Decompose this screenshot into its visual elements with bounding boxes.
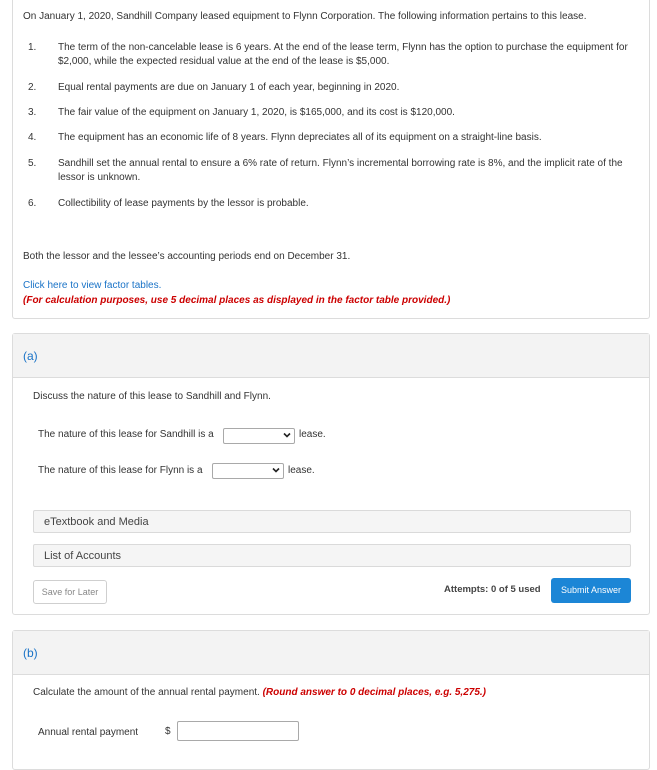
item-text: The term of the non-cancelable lease is 6 years. At the end of the lease term, Flynn has the option to purchase the equipment for $2,000, while the expected residual value at the end of the lease is $5,000. <box>58 42 628 67</box>
part-a-header <box>13 334 649 378</box>
list-item <box>23 197 635 211</box>
part-a-prompt: Discuss the nature of this lease to Sandhill and Flynn. <box>33 391 271 402</box>
list-item <box>23 81 635 106</box>
item-number: 3. <box>28 107 37 118</box>
submit-answer-button[interactable]: Submit Answer <box>551 578 631 603</box>
factor-table-note: (For calculation purposes, use 5 decimal places as displayed in the factor table provided.) <box>23 295 451 306</box>
save-for-later-button[interactable]: Save for Later <box>33 580 107 604</box>
item-text: Equal rental payments are due on January 1 of each year, beginning in 2020. <box>58 82 400 93</box>
item-number: 2. <box>28 82 37 93</box>
sandhill-lease-type-select[interactable] <box>223 428 295 444</box>
lease-facts-list <box>23 41 635 211</box>
rounding-note: (Round answer to 0 decimal places, e.g. 5,275.) <box>262 687 487 698</box>
item-text: Sandhill set the annual rental to ensure a 6% rate of return. Flynn’s incremental borrowing rate is 8%, and the implicit rate of the lessor is unknown. <box>58 158 623 183</box>
part-a-label: (a) <box>23 349 38 363</box>
attempts-counter: Attempts: 0 of 5 used <box>444 584 541 595</box>
item-number: 4. <box>28 132 37 143</box>
chevron-down-icon <box>272 466 280 474</box>
flynn-lease-suffix: lease. <box>288 465 315 476</box>
part-b-card <box>12 630 650 770</box>
currency-symbol: $ <box>165 726 171 737</box>
part-a-card <box>12 333 650 615</box>
item-number: 1. <box>28 42 37 53</box>
accounting-period-note: Both the lessor and the lessee’s accounting periods end on December 31. <box>23 251 351 262</box>
factor-tables-link[interactable]: Click here to view factor tables. <box>23 280 162 291</box>
problem-statement-card <box>12 0 650 319</box>
part-b-prompt <box>33 687 486 698</box>
item-text: The equipment has an economic life of 8 years. Flynn depreciates all of its equipment on a straight-line basis. <box>58 132 542 143</box>
list-item <box>23 131 635 157</box>
part-b-question: Calculate the amount of the annual rental payment. <box>33 687 260 698</box>
list-item <box>23 157 635 197</box>
annual-rental-payment-input[interactable] <box>177 721 299 741</box>
part-b-header <box>13 631 649 675</box>
list-item <box>23 41 635 81</box>
sandhill-lease-label: The nature of this lease for Sandhill is a <box>38 429 214 440</box>
item-text: Collectibility of lease payments by the lessor is probable. <box>58 198 309 209</box>
sandhill-lease-suffix: lease. <box>299 429 326 440</box>
chevron-down-icon <box>283 431 291 439</box>
annual-rental-payment-label: Annual rental payment <box>38 727 139 738</box>
list-of-accounts-label: List of Accounts <box>44 550 122 562</box>
etextbook-media-label: eTextbook and Media <box>44 516 149 528</box>
problem-intro: On January 1, 2020, Sandhill Company leased equipment to Flynn Corporation. The following information pertains to this lease. <box>23 11 587 22</box>
list-of-accounts-accordion[interactable] <box>33 544 631 567</box>
item-number: 5. <box>28 158 37 169</box>
list-item <box>23 106 635 131</box>
flynn-lease-type-select[interactable] <box>212 463 284 479</box>
flynn-lease-label: The nature of this lease for Flynn is a <box>38 465 203 476</box>
etextbook-media-accordion[interactable] <box>33 510 631 533</box>
part-b-label: (b) <box>23 646 38 660</box>
item-text: The fair value of the equipment on January 1, 2020, is $165,000, and its cost is $120,000. <box>58 107 455 118</box>
item-number: 6. <box>28 198 37 209</box>
